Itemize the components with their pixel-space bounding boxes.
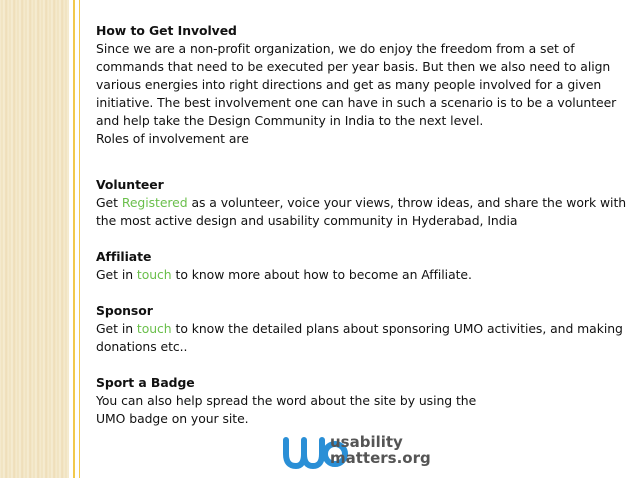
section-heading-sponsor: Sponsor [96,303,153,318]
sponsor-touch-link[interactable]: touch [136,321,172,336]
roles-intro: Roles of involvement are [96,131,249,146]
decorative-sidebar [0,0,69,478]
intro-paragraph: Since we are a non-profit organization, we do enjoy the freedom from a set of commands that need to be executed per year basis. But then we also need to align various energies into right directions and get as many people involved for a given initiative. The best involvement one can have in such a scenario is to be a volunteer and help take the Design Community in India to the next level. [96,41,617,128]
affiliate-text: Get in touch to know more about how to become an Affiliate. [96,267,472,282]
registered-link[interactable]: Registered [121,195,188,210]
sponsor-text: Get in touch to know the detailed plans about sponsoring UMO activities, and making donations etc.. [96,321,623,354]
section-heading-get-involved: How to Get Involved [96,23,237,38]
sidebar-divider-line-thin [79,0,80,478]
section-heading-affiliate: Affiliate [96,249,152,264]
affiliate-touch-link[interactable]: touch [136,267,172,282]
logo-text-matters: matters.org [330,449,431,467]
section-heading-badge: Sport a Badge [96,375,195,390]
logo-text-usability: usability [330,433,403,451]
logo-text [330,434,431,466]
badge-text-line-1: You can also help spread the word about the site by using the [96,393,477,408]
volunteer-text: Get Registered as a volunteer, voice your views, throw ideas, and share the work with the most active design and usability community in Hyderabad, India [96,195,627,228]
section-heading-volunteer: Volunteer [96,177,164,192]
slide-content [96,22,632,428]
sidebar-divider-line [73,0,75,478]
badge-text-line-2: UMO badge on your site. [96,411,249,426]
